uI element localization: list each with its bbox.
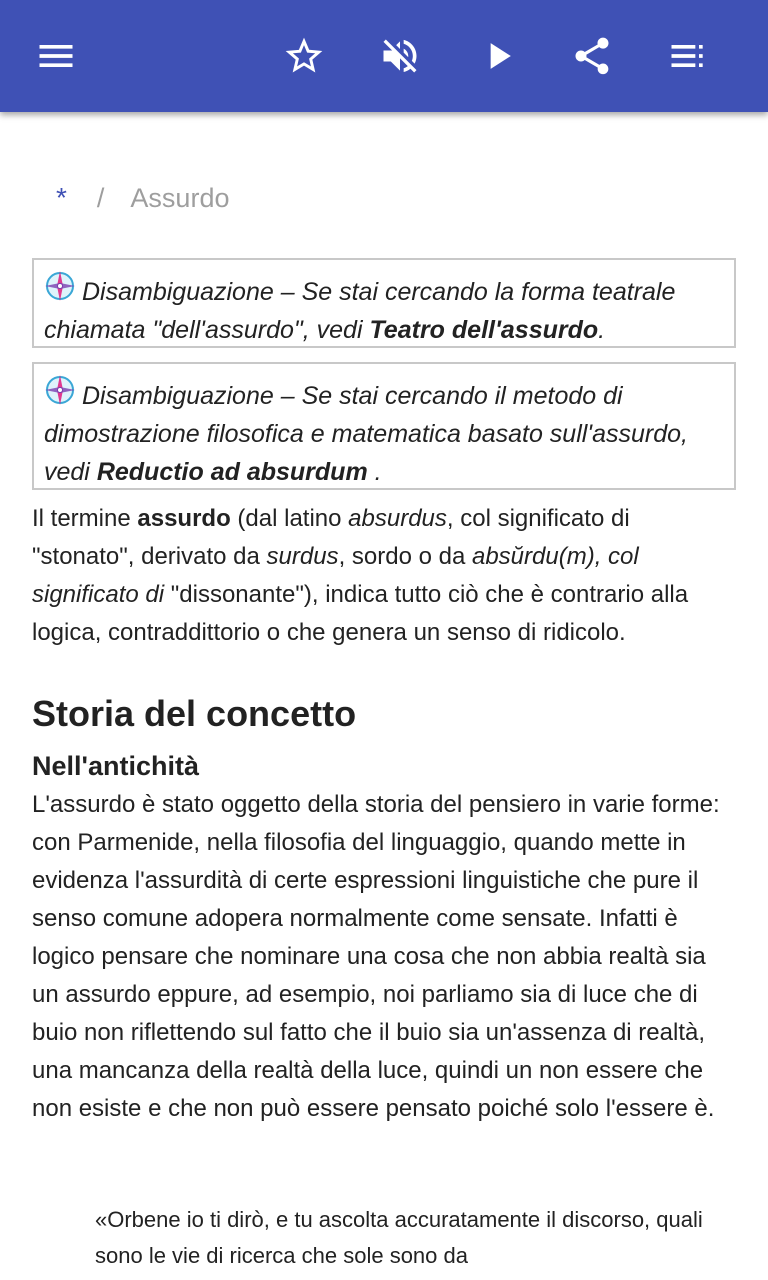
disambiguation-text: Disambiguazione – Se stai cercando il metodo di dimostrazione filosofica e matematica basato sull'assurdo, vedi bbox=[44, 382, 688, 486]
favorite-button[interactable] bbox=[276, 28, 332, 84]
play-button[interactable] bbox=[470, 28, 526, 84]
disambiguation-box-reductio bbox=[32, 362, 736, 490]
volume-off-icon bbox=[378, 34, 422, 78]
disambiguation-link-reductio[interactable]: Reductio ad absurdum bbox=[96, 458, 368, 486]
disambiguation-box-theatre bbox=[32, 258, 736, 348]
blockquote: «Orbene io ti dirò, e tu ascolta accuratamente il discorso, quali sono le vie di ricerca che sole sono da bbox=[95, 1207, 703, 1268]
breadcrumb bbox=[56, 180, 229, 216]
intro-text: , col significato di "stonato", derivato da bbox=[32, 505, 630, 570]
menu-button[interactable] bbox=[28, 28, 84, 84]
mute-button[interactable] bbox=[372, 28, 428, 84]
compass-icon bbox=[42, 372, 78, 408]
star-outline-icon bbox=[282, 34, 326, 78]
intro-text: (dal latino bbox=[230, 505, 349, 532]
intro-text: , sordo o da bbox=[338, 543, 472, 570]
intro-term: assurdo bbox=[137, 505, 231, 532]
breadcrumb-separator: / bbox=[96, 183, 105, 213]
breadcrumb-root[interactable]: * bbox=[56, 182, 67, 213]
intro-paragraph bbox=[32, 500, 736, 652]
intro-latin: surdus bbox=[266, 543, 339, 570]
compass-icon bbox=[42, 268, 78, 304]
playlist-icon bbox=[666, 34, 710, 78]
section-subtitle: Nell'antichità bbox=[32, 751, 199, 781]
section-body: L'assurdo è stato oggetto della storia del pensiero in varie forme: con Parmenide, nella filosofia del linguaggio, quando mette in evidenza l'assurdità di certe espressioni linguistiche che pure il senso comune adopera normalmente come sensate. Infatti è logico pensare che nominare una cosa che non abbia realtà sia un assurdo eppure, ad esempio, noi parliamo sia di luce che di buio non riflettendo sul fatto che il buio sia un'assenza di realtà, una mancanza della realtà della luce, quindi un non essere che non esiste e che non può essere pensato poiché solo l'essere è. bbox=[32, 791, 720, 1122]
disambiguation-link-teatro[interactable]: Teatro dell'assurdo bbox=[369, 316, 599, 344]
share-button[interactable] bbox=[564, 28, 620, 84]
section-title: Storia del concetto bbox=[32, 693, 357, 734]
disambiguation-text: Disambiguazione – Se stai cercando la forma teatrale chiamata "dell'assurdo", vedi bbox=[44, 278, 676, 344]
disambiguation-suffix: . bbox=[598, 316, 606, 344]
play-icon bbox=[476, 34, 520, 78]
app-toolbar bbox=[0, 0, 768, 112]
menu-icon bbox=[34, 34, 78, 78]
intro-latin: absurdus bbox=[348, 505, 447, 532]
breadcrumb-current: Assurdo bbox=[130, 183, 230, 213]
article-content bbox=[0, 112, 768, 1280]
intro-text: Il termine bbox=[32, 505, 138, 532]
intro-text: "dissonante"), indica tutto ciò che è contrario alla logica, contraddittorio o che genera un senso di ridicolo. bbox=[32, 581, 689, 646]
disambiguation-suffix: . bbox=[367, 458, 382, 486]
intro-latin: absŭrdu(m), col significato di bbox=[32, 543, 639, 608]
share-icon bbox=[570, 34, 614, 78]
playlist-button[interactable] bbox=[660, 28, 716, 84]
